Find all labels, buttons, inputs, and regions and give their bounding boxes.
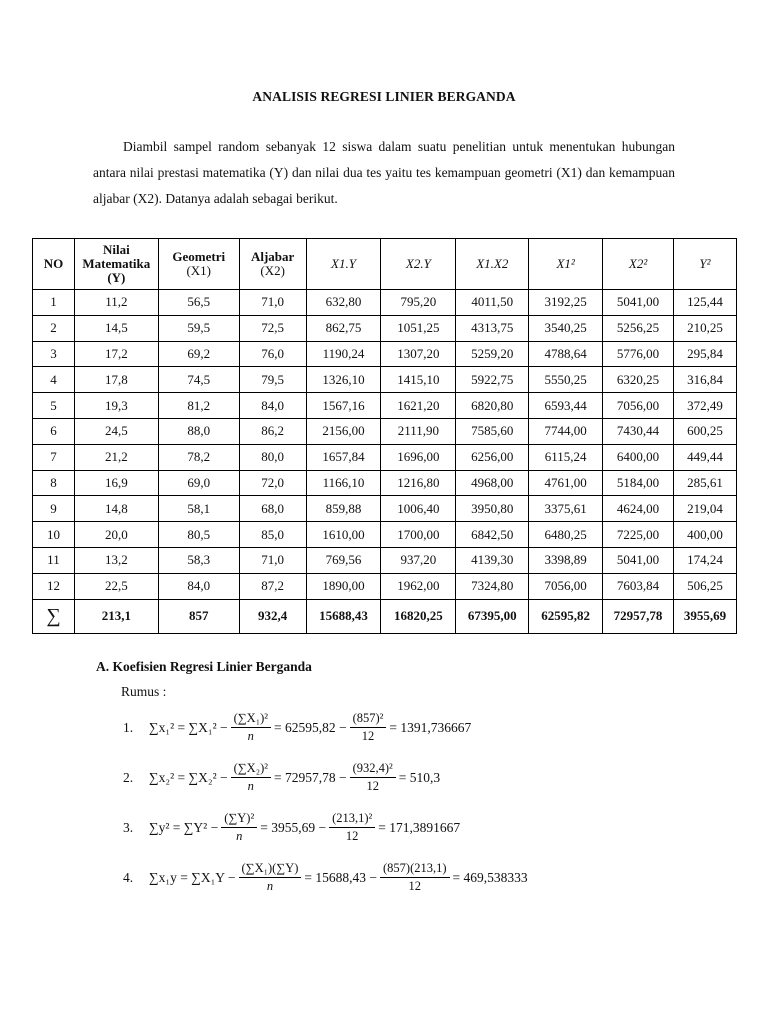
header-x1y: X1.Y [306, 239, 381, 290]
formula-fraction [239, 861, 302, 894]
table-cell: 7 [33, 444, 75, 470]
total-cell: 213,1 [74, 599, 158, 633]
total-cell: 857 [158, 599, 239, 633]
value-denominator: 12 [408, 879, 422, 893]
table-cell: 125,44 [674, 290, 737, 316]
table-row [33, 522, 737, 548]
table-cell: 76,0 [239, 341, 306, 367]
table-cell: 2156,00 [306, 418, 381, 444]
total-cell: 72957,78 [603, 599, 674, 633]
table-cell: 5 [33, 393, 75, 419]
header-y-squared: Y² [674, 239, 737, 290]
table-cell: 5922,75 [456, 367, 529, 393]
header-x1x2: X1.X2 [456, 239, 529, 290]
table-cell: 69,0 [158, 470, 239, 496]
table-cell: 58,3 [158, 547, 239, 573]
table-cell: 316,84 [674, 367, 737, 393]
table-cell: 78,2 [158, 444, 239, 470]
table-cell: 6820,80 [456, 393, 529, 419]
table-cell: 20,0 [74, 522, 158, 548]
formula-number: 1. [123, 719, 134, 735]
table-cell: 1006,40 [381, 496, 456, 522]
table-row [33, 367, 737, 393]
table-cell: 285,61 [674, 470, 737, 496]
table-cell: 7585,60 [456, 418, 529, 444]
table-cell: 6400,00 [603, 444, 674, 470]
table-cell: 219,04 [674, 496, 737, 522]
value-denominator: 12 [345, 829, 359, 843]
table-cell: 7603,84 [603, 573, 674, 599]
table-cell: 210,25 [674, 315, 737, 341]
table-cell: 859,88 [306, 496, 381, 522]
value-fraction [350, 711, 387, 744]
formula-2 [123, 761, 440, 794]
table-cell: 87,2 [239, 573, 306, 599]
total-row [33, 599, 737, 633]
header-x1-squared: X1² [529, 239, 603, 290]
table-row [33, 444, 737, 470]
table-row [33, 547, 737, 573]
table-cell: 71,0 [239, 547, 306, 573]
table-cell: 372,49 [674, 393, 737, 419]
table-cell: 11 [33, 547, 75, 573]
table-cell: 6480,25 [529, 522, 603, 548]
total-cell: 67395,00 [456, 599, 529, 633]
table-cell: 1 [33, 290, 75, 316]
table-cell: 4313,75 [456, 315, 529, 341]
table-cell: 13,2 [74, 547, 158, 573]
table-cell: 1190,24 [306, 341, 381, 367]
table-cell: 4139,30 [456, 547, 529, 573]
table-cell: 3540,25 [529, 315, 603, 341]
table-cell: 6593,44 [529, 393, 603, 419]
table-cell: 59,5 [158, 315, 239, 341]
formula-number: 3. [123, 819, 134, 835]
header-geometri [158, 239, 239, 290]
table-cell: 506,25 [674, 573, 737, 599]
sigma-icon: ∑ [46, 604, 61, 627]
fraction-numerator: (∑Y)² [221, 811, 257, 828]
table-cell: 72,0 [239, 470, 306, 496]
sigma-symbol [33, 599, 75, 633]
value-numerator: (932,4)² [350, 761, 396, 778]
formula-result: = 171,3891667 [378, 819, 461, 835]
header-matematika: Matematika [82, 256, 151, 271]
value-fraction [350, 761, 396, 794]
table-row [33, 470, 737, 496]
header-no: NO [33, 239, 75, 290]
table-cell: 400,00 [674, 522, 737, 548]
table-cell: 769,56 [306, 547, 381, 573]
table-cell: 19,3 [74, 393, 158, 419]
page-title: ANALISIS REGRESI LINIER BERGANDA [252, 89, 516, 104]
table-cell: 80,5 [158, 522, 239, 548]
table-row [33, 573, 737, 599]
value-fraction [329, 811, 375, 844]
table-cell: 80,0 [239, 444, 306, 470]
table-cell: 1415,10 [381, 367, 456, 393]
table-cell: 72,5 [239, 315, 306, 341]
table-cell: 4761,00 [529, 470, 603, 496]
formula-lhs: ∑x₁y = ∑X₁Y − [149, 869, 236, 885]
header-x2-squared: X2² [603, 239, 674, 290]
header-x2y: X2.Y [381, 239, 456, 290]
table-cell: 7056,00 [529, 573, 603, 599]
fraction-numerator: (∑X₁)² [231, 711, 271, 728]
table-row [33, 290, 737, 316]
fraction-numerator: (∑X₂)² [231, 761, 271, 778]
table-cell: 22,5 [74, 573, 158, 599]
table-cell: 7744,00 [529, 418, 603, 444]
table-cell: 79,5 [239, 367, 306, 393]
total-cell: 3955,69 [674, 599, 737, 633]
table-cell: 6842,50 [456, 522, 529, 548]
table-cell: 58,1 [158, 496, 239, 522]
table-cell: 5041,00 [603, 547, 674, 573]
table-cell: 1890,00 [306, 573, 381, 599]
table-cell: 6256,00 [456, 444, 529, 470]
table-cell: 85,0 [239, 522, 306, 548]
table-row [33, 393, 737, 419]
table-cell: 1610,00 [306, 522, 381, 548]
table-cell: 71,0 [239, 290, 306, 316]
formula-fraction [221, 811, 257, 844]
table-cell: 88,0 [158, 418, 239, 444]
table-cell: 3192,25 [529, 290, 603, 316]
table-cell: 21,2 [74, 444, 158, 470]
header-geometri-label: Geometri [172, 249, 226, 264]
fraction-numerator: (∑X₁)(∑Y) [239, 861, 302, 878]
table-cell: 10 [33, 522, 75, 548]
table-row [33, 315, 737, 341]
table-cell: 8 [33, 470, 75, 496]
table-cell: 56,5 [158, 290, 239, 316]
table-cell: 5550,25 [529, 367, 603, 393]
formula-result: = 469,538333 [452, 869, 528, 885]
table-cell: 84,0 [158, 573, 239, 599]
value-fraction [380, 861, 450, 894]
table-cell: 449,44 [674, 444, 737, 470]
table-cell: 81,2 [158, 393, 239, 419]
table-cell: 5259,20 [456, 341, 529, 367]
table-cell: 862,75 [306, 315, 381, 341]
table-cell: 4968,00 [456, 470, 529, 496]
total-cell: 932,4 [239, 599, 306, 633]
table-body [33, 290, 737, 600]
table-cell: 84,0 [239, 393, 306, 419]
table-cell: 5184,00 [603, 470, 674, 496]
table-cell: 74,5 [158, 367, 239, 393]
table-cell: 6115,24 [529, 444, 603, 470]
table-cell: 69,2 [158, 341, 239, 367]
table-cell: 11,2 [74, 290, 158, 316]
rumus-label: Rumus : [121, 684, 167, 699]
table-cell: 1962,00 [381, 573, 456, 599]
table-cell: 937,20 [381, 547, 456, 573]
table-row [33, 418, 737, 444]
table-cell: 5776,00 [603, 341, 674, 367]
table-cell: 14,5 [74, 315, 158, 341]
table-cell: 7056,00 [603, 393, 674, 419]
table-cell: 600,25 [674, 418, 737, 444]
formula-mid: = 3955,69 − [260, 819, 327, 835]
fraction-denominator: n [266, 879, 274, 893]
table-cell: 17,8 [74, 367, 158, 393]
formula-fraction [231, 761, 271, 794]
header-nilai-matematika [74, 239, 158, 290]
header-y: (Y) [107, 270, 126, 285]
table-cell: 1166,10 [306, 470, 381, 496]
value-denominator: 12 [366, 779, 379, 793]
table-cell: 86,2 [239, 418, 306, 444]
formula-fraction [231, 711, 271, 744]
fraction-denominator: n [236, 829, 243, 843]
table-cell: 3950,80 [456, 496, 529, 522]
table-cell: 1326,10 [306, 367, 381, 393]
table-cell: 1657,84 [306, 444, 381, 470]
formula-lhs: ∑x₂² = ∑X₂² − [149, 769, 228, 785]
table-cell: 7225,00 [603, 522, 674, 548]
table-cell: 2 [33, 315, 75, 341]
table-cell: 1700,00 [381, 522, 456, 548]
header-aljabar [239, 239, 306, 290]
table-cell: 2111,90 [381, 418, 456, 444]
formula-3 [123, 811, 460, 844]
table-cell: 14,8 [74, 496, 158, 522]
formula-lhs: ∑y² = ∑Y² − [149, 819, 219, 835]
header-aljabar-label: Aljabar [250, 249, 295, 264]
total-cell: 15688,43 [306, 599, 381, 633]
table-cell: 17,2 [74, 341, 158, 367]
table-cell: 632,80 [306, 290, 381, 316]
table-cell: 1307,20 [381, 341, 456, 367]
table-cell: 16,9 [74, 470, 158, 496]
total-cell: 62595,82 [529, 599, 603, 633]
value-numerator: (857)² [350, 711, 387, 728]
header-nilai: Nilai [102, 242, 130, 257]
formula-4 [123, 861, 528, 894]
value-denominator: 12 [361, 729, 375, 743]
table-cell: 7430,44 [603, 418, 674, 444]
formula-mid: = 62595,82 − [273, 719, 347, 735]
table-cell: 6320,25 [603, 367, 674, 393]
total-cell: 16820,25 [381, 599, 456, 633]
header-x1: (X1) [186, 263, 212, 278]
table-cell: 68,0 [239, 496, 306, 522]
value-numerator: (213,1)² [329, 811, 375, 828]
table-cell: 3398,89 [529, 547, 603, 573]
table-cell: 174,24 [674, 547, 737, 573]
data-table [32, 238, 737, 634]
table-cell: 24,5 [74, 418, 158, 444]
section-heading: A. Koefisien Regresi Linier Berganda [96, 659, 312, 674]
table-cell: 7324,80 [456, 573, 529, 599]
formula-lhs: ∑x₁² = ∑X₁² − [149, 719, 228, 735]
formula-number: 2. [123, 769, 134, 785]
table-header-row [33, 239, 737, 290]
formula-mid: = 15688,43 − [304, 869, 378, 885]
formula-result: = 510,3 [398, 769, 441, 785]
table-cell: 1051,25 [381, 315, 456, 341]
table-cell: 1696,00 [381, 444, 456, 470]
intro-paragraph: Diambil sampel random sebanyak 12 siswa dalam suatu penelitian untuk menentukan hubungan antara nilai prestasi matematika (Y) dan nilai dua tes yaitu tes kemampuan geometri (X1) dan kemampuan aljabar (X2). Datanya adalah sebagai berikut. [93, 139, 675, 206]
formula-result: = 1391,736667 [389, 719, 472, 735]
table-cell: 3375,61 [529, 496, 603, 522]
table-cell: 4788,64 [529, 341, 603, 367]
table-cell: 4624,00 [603, 496, 674, 522]
table-cell: 4 [33, 367, 75, 393]
table-cell: 12 [33, 573, 75, 599]
table-row [33, 341, 737, 367]
formula-number: 4. [123, 869, 134, 885]
table-cell: 6 [33, 418, 75, 444]
table-cell: 1621,20 [381, 393, 456, 419]
table-cell: 295,84 [674, 341, 737, 367]
table-cell: 5256,25 [603, 315, 674, 341]
table-cell: 1567,16 [306, 393, 381, 419]
formula-mid: = 72957,78 − [273, 769, 347, 785]
table-cell: 4011,50 [456, 290, 529, 316]
fraction-denominator: n [247, 779, 254, 793]
table-cell: 3 [33, 341, 75, 367]
header-x2: (X2) [260, 263, 285, 278]
table-cell: 1216,80 [381, 470, 456, 496]
formula-1 [123, 711, 471, 744]
table-cell: 9 [33, 496, 75, 522]
table-cell: 5041,00 [603, 290, 674, 316]
fraction-denominator: n [247, 729, 254, 743]
value-numerator: (857)(213,1) [380, 861, 450, 878]
table-row [33, 496, 737, 522]
table-cell: 795,20 [381, 290, 456, 316]
